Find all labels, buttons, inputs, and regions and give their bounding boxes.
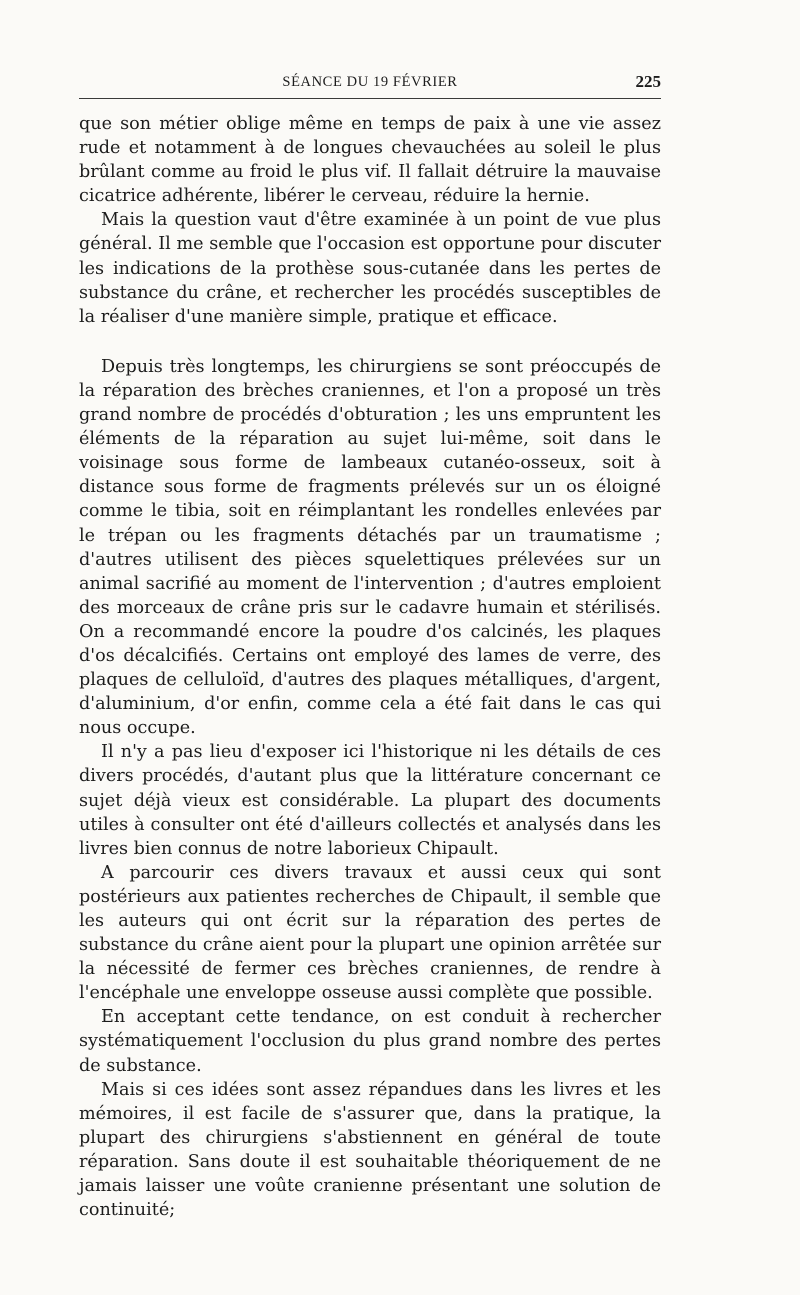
body-text — [79, 112, 661, 1222]
book-page — [79, 70, 661, 1222]
running-header — [79, 70, 661, 98]
header-rule — [79, 98, 661, 99]
paragraph: que son métier oblige même en temps de paix à une vie assez rude et notamment à de longues chevauchées au soleil le plus brûlant comme au froid le plus vif. Il fallait détruire la mauvaise cicatrice adhérente, libérer le cerveau, réduire la hernie. — [79, 114, 661, 207]
paragraph: Mais si ces idées sont assez répandues dans les livres et les mémoires, il est facile de s'assurer que, dans la pratique, la plupart des chirurgiens s'abstiennent en général de toute réparation. Sans doute il est souhaitable théoriquement de ne jamais laisser une voûte cranienne présentant une solution de continuité; — [79, 1079, 661, 1221]
paragraph: Depuis très longtemps, les chirurgiens se sont préoccupés de la réparation des brèches craniennes, et l'on a proposé un très grand nombre de procédés d'obturation ; les uns empruntent les éléments de la réparation au sujet lui-même, soit dans le voisinage sous forme de lambeaux cutanéo-osseux, soit à distance sous forme de fragments prélevés sur un os éloigné comme le tibia, soit en réimplantant les rondelles enlevées par le trépan ou les fragments détachés par un traumatisme ; d'autres utilisent des pièces squelettiques prélevées sur un animal sacrifié au moment de l'intervention ; d'autres emploient des morceaux de crâne pris sur le cadavre humain et stérilisés. On a recommandé encore la poudre d'os calcinés, les plaques d'os décalcifiés. Certains ont employé des lames de verre, des plaques de celluloïd, d'autres des plaques métalliques, d'argent, d'aluminium, d'or enfin, comme cela a été fait dans le cas qui nous occupe. — [79, 356, 661, 739]
paragraph: A parcourir ces divers travaux et aussi ceux qui sont postérieurs aux patientes recherches de Chipault, il semble que les auteurs qui ont écrit sur la réparation des pertes de substance du crâne aient pour la plupart une opinion arrêtée sur la nécessité de fermer ces brèches craniennes, de rendre à l'encéphale une enveloppe osseuse aussi complète que possible. — [79, 862, 661, 1004]
paragraph: Il n'y a pas lieu d'exposer ici l'historique ni les détails de ces divers procédés, d'autant plus que la littérature concernant ce sujet déjà vieux est considérable. La plupart des documents utiles à consulter ont été d'ailleurs collectés et analysés dans les livres bien connus de notre laborieux Chipault. — [79, 742, 661, 859]
page-number: 225 — [635, 72, 661, 91]
running-title: SÉANCE DU 19 FÉVRIER — [282, 74, 458, 90]
paragraph: Mais la question vaut d'être examinée à un point de vue plus général. Il me semble que l'occasion est opportune pour discuter les indications de la prothèse sous-cutanée dans les pertes de substance du crâne, et rechercher les procédés susceptibles de la réaliser d'une manière simple, pratique et efficace. — [79, 210, 661, 327]
paragraph: En acceptant cette tendance, on est conduit à rechercher systématiquement l'occlusion du plus grand nombre des pertes de substance. — [79, 1007, 661, 1076]
